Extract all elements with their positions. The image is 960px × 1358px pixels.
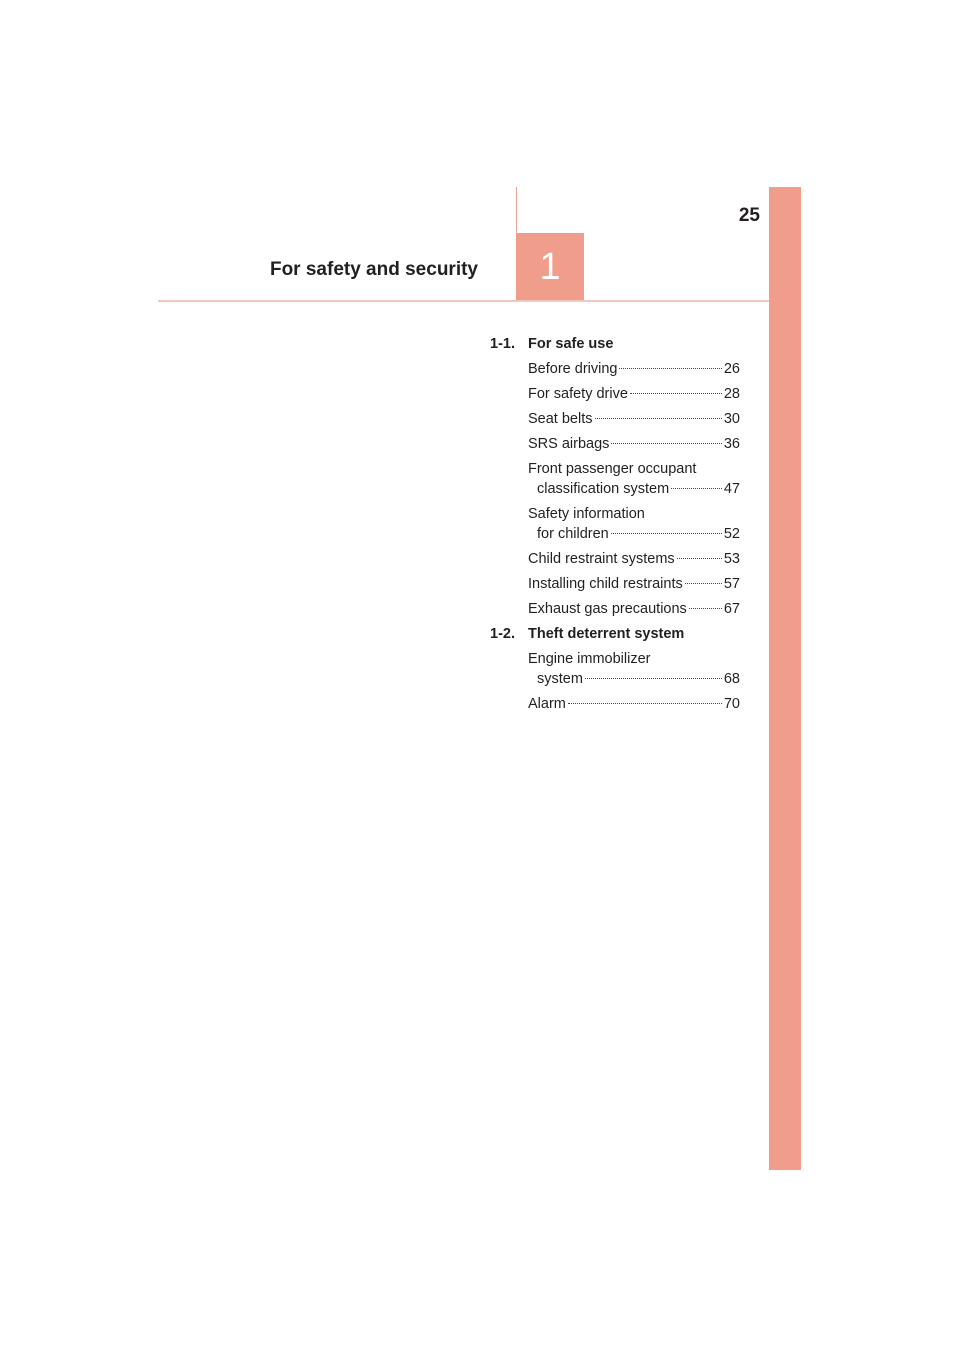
leader-dots: [630, 393, 722, 394]
toc-entry-label: SRS airbags: [528, 436, 610, 452]
toc-section-heading: [480, 333, 740, 358]
chapter-side-tab: [769, 187, 801, 1170]
header-rule: [158, 300, 769, 302]
toc-entry[interactable]: [528, 458, 740, 503]
section-number: 1-1.: [490, 336, 515, 352]
toc-entry-label: Installing child restraints: [528, 576, 683, 592]
toc-entry[interactable]: [528, 648, 740, 693]
section-title: For safe use: [528, 336, 614, 352]
toc-section-heading: [480, 623, 740, 648]
toc-entry[interactable]: [528, 433, 740, 458]
toc-entry-label-first-line: Safety information: [528, 506, 645, 522]
toc-page-number: 67: [723, 601, 740, 617]
leader-dots: [568, 703, 722, 704]
toc-entry[interactable]: [528, 383, 740, 408]
toc-entry[interactable]: [528, 408, 740, 433]
page-number: 25: [738, 205, 760, 226]
leader-dots: [585, 678, 722, 679]
toc-entry[interactable]: [528, 358, 740, 383]
toc-entry[interactable]: [528, 503, 740, 548]
toc-entry-label-first-line: Engine immobilizer: [528, 651, 651, 667]
leader-dots: [595, 418, 722, 419]
toc-page-number: 36: [723, 436, 740, 452]
leader-dots: [677, 558, 722, 559]
chapter-title: For safety and security: [269, 259, 478, 280]
toc-entry-label: For safety drive: [528, 386, 628, 402]
leader-dots: [619, 368, 721, 369]
toc-entry[interactable]: [528, 573, 740, 598]
toc-page-number: 70: [723, 696, 740, 712]
section-title: Theft deterrent system: [528, 626, 685, 642]
toc-entry-label: Exhaust gas precautions: [528, 601, 687, 617]
toc-entry-label: Alarm: [528, 696, 566, 712]
toc-entry[interactable]: [528, 598, 740, 623]
section-number: 1-2.: [490, 626, 515, 642]
toc-entry-label: system: [537, 671, 583, 687]
toc-page-number: 53: [723, 551, 740, 567]
toc-entry[interactable]: [528, 548, 740, 573]
toc-entry-label: Before driving: [528, 361, 618, 377]
toc-page-number: 68: [723, 671, 740, 687]
leader-dots: [611, 533, 722, 534]
header-divider-line: [516, 187, 517, 233]
chapter-number-box: [516, 233, 584, 301]
toc-entry[interactable]: [528, 693, 740, 718]
chapter-number: 1: [539, 245, 561, 288]
toc-entry-label: for children: [537, 526, 609, 542]
toc-page-number: 28: [723, 386, 740, 402]
leader-dots: [689, 608, 722, 609]
leader-dots: [685, 583, 722, 584]
toc-page-number: 52: [723, 526, 740, 542]
toc-entry-label: Seat belts: [528, 411, 593, 427]
toc-entry-label-first-line: Front passenger occupant: [528, 461, 697, 477]
toc-page-number: 26: [723, 361, 740, 377]
toc-page-number: 47: [723, 481, 740, 497]
toc-entry-label: Child restraint systems: [528, 551, 675, 567]
leader-dots: [611, 443, 721, 444]
toc-entry-label: classification system: [537, 481, 670, 497]
toc-page-number: 30: [723, 411, 740, 427]
table-of-contents: [480, 333, 740, 718]
toc-page-number: 57: [723, 576, 740, 592]
leader-dots: [671, 488, 722, 489]
